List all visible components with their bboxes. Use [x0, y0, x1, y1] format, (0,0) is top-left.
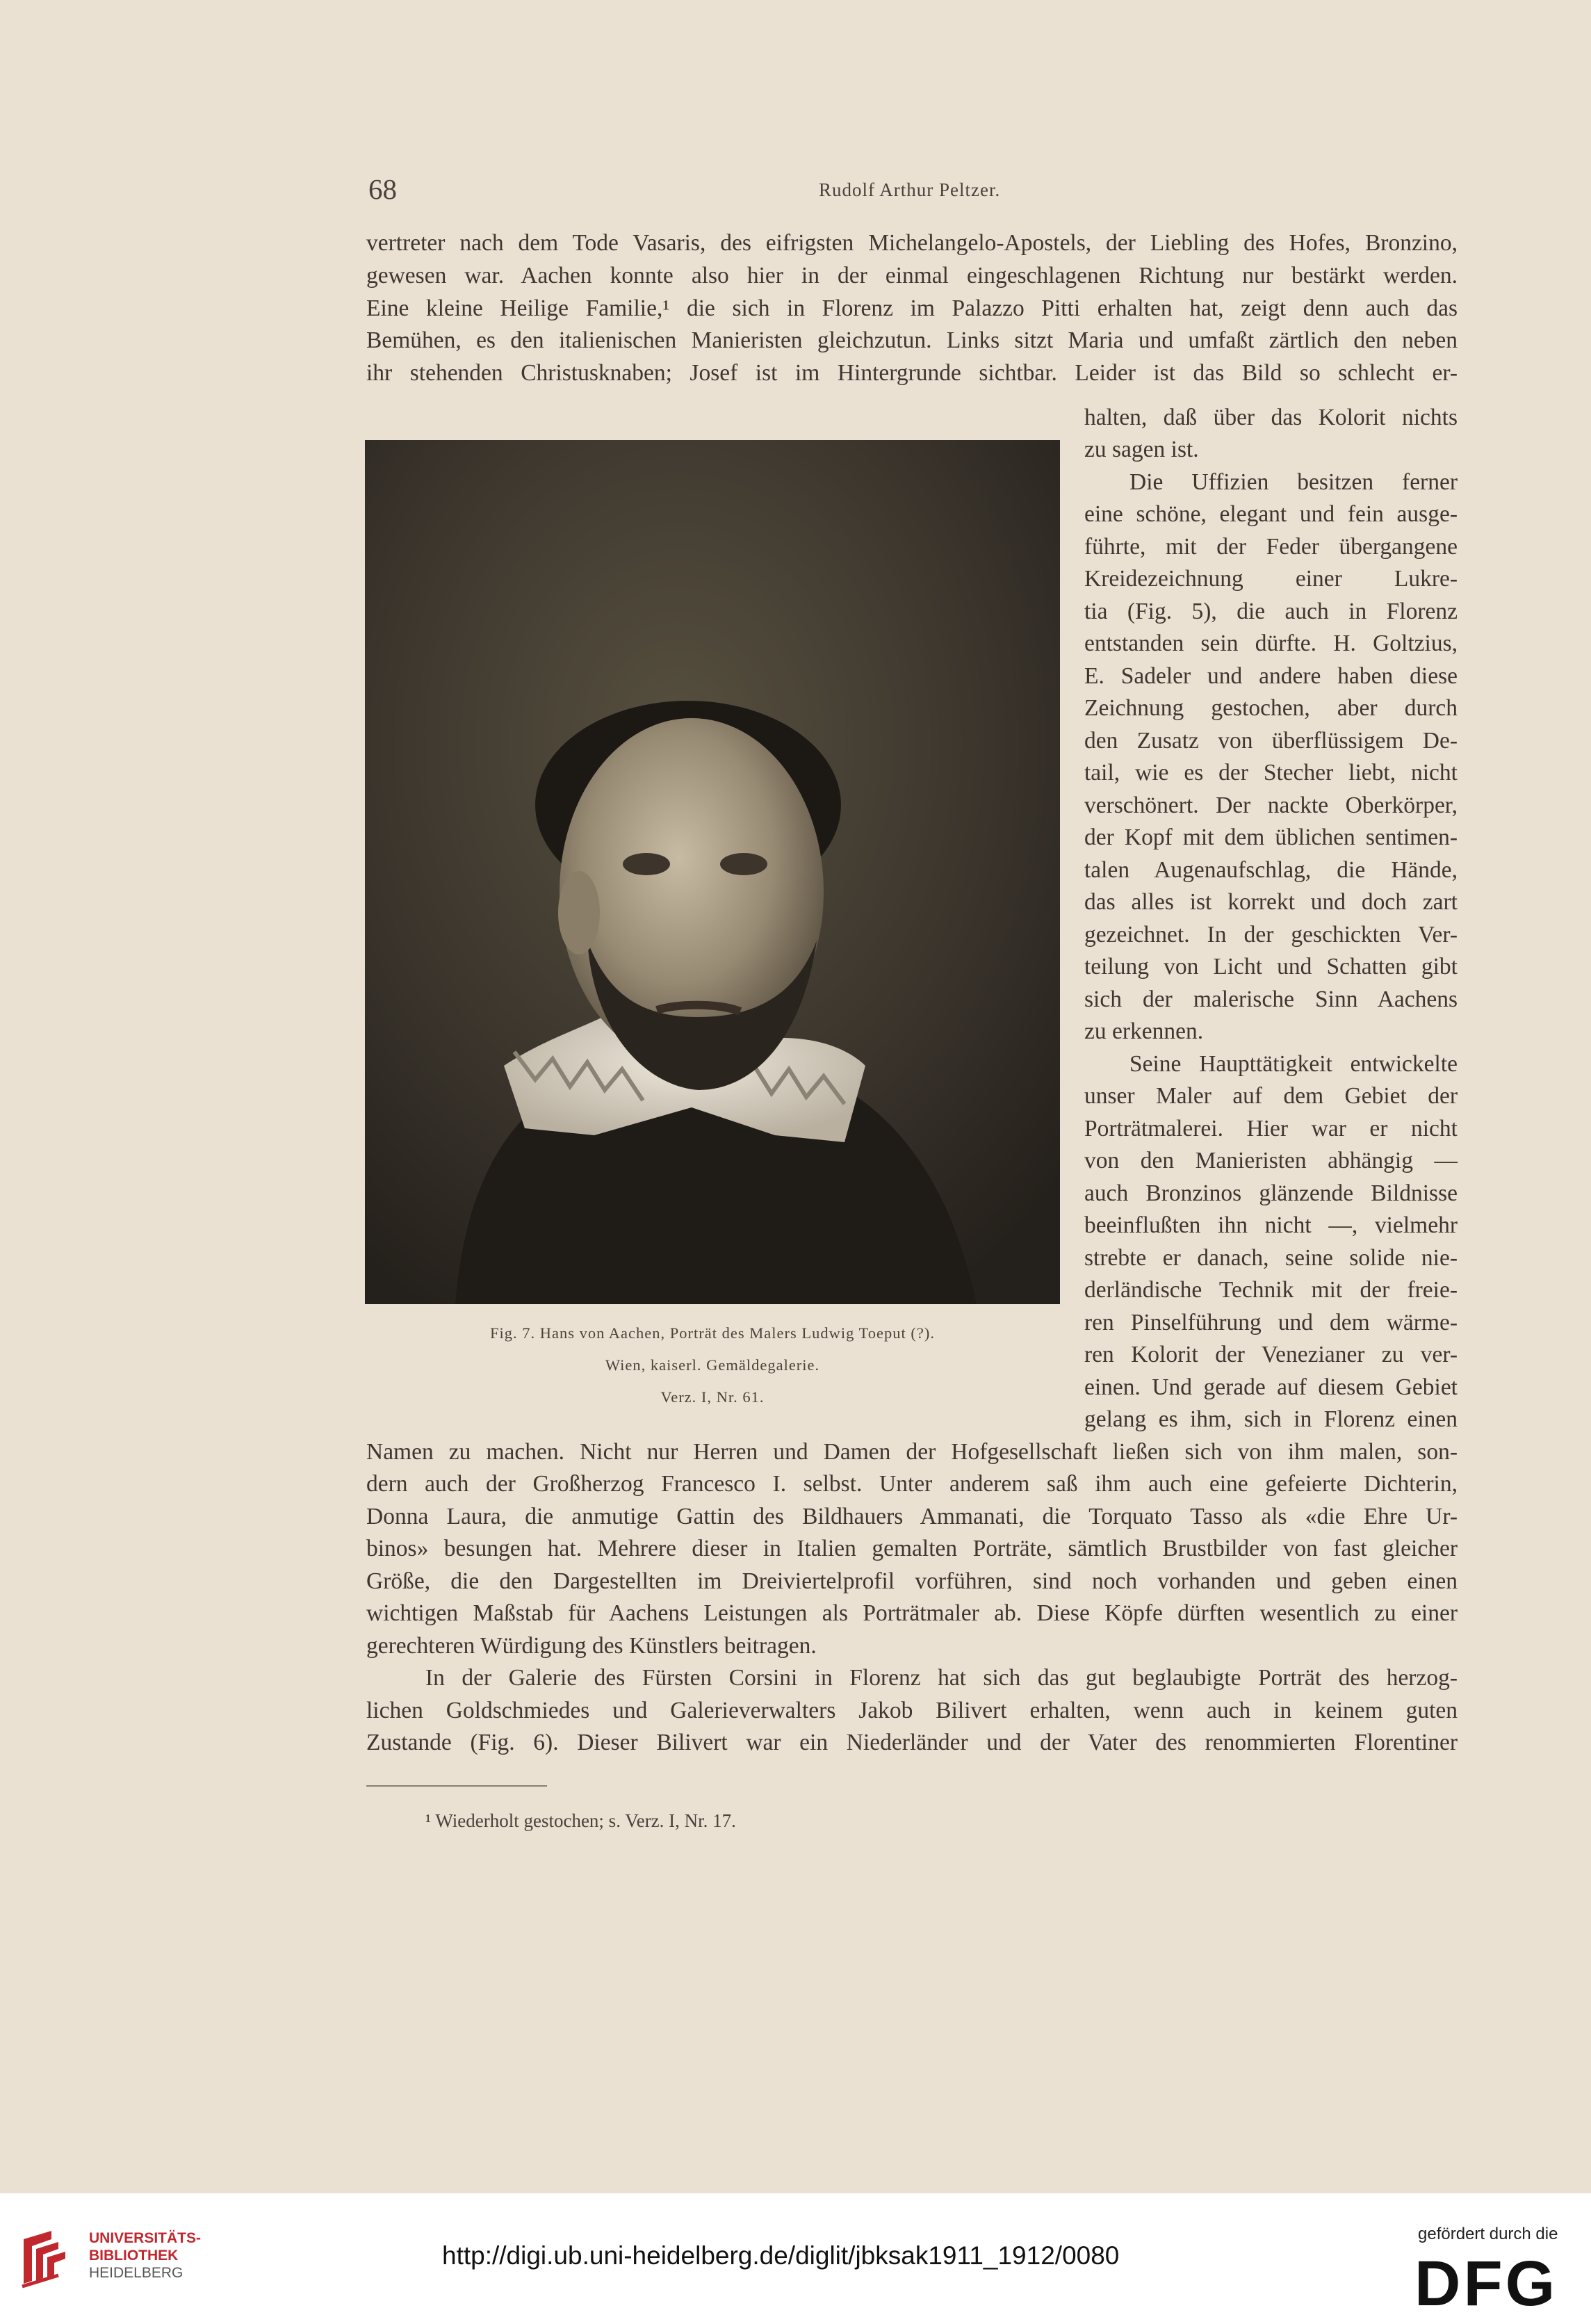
running-header-author: Rudolf Arthur Peltzer. [819, 179, 1001, 200]
text-line: Bemühen, es den italienischen Manieristen gleichzutun. Links sitzt Maria und umfaßt zärtlich den neben [366, 327, 1458, 353]
digitization-footer [0, 2193, 1591, 2324]
text-line: auch Bronzinos glänzende Bildnisse [1084, 1180, 1458, 1206]
library-name-line1: UNIVERSITÄTS- [89, 2230, 202, 2246]
text-line: gezeichnet. In der geschickten Ver- [1084, 922, 1458, 948]
text-line: Seine Haupttätigkeit entwickelte [1129, 1051, 1458, 1077]
library-logo-icon [17, 2225, 83, 2292]
text-line: Kreidezeichnung einer Lukre- [1084, 566, 1458, 592]
text-line: Porträtmalerei. Hier war er nicht [1084, 1116, 1458, 1141]
funding-label: gefördert durch die [1418, 2225, 1558, 2243]
footnote-rule [366, 1785, 547, 1787]
text-line: Zeichnung gestochen, aber durch [1084, 695, 1458, 721]
text-line: ren Kolorit der Venezianer zu ver- [1084, 1342, 1458, 1367]
text-line: das alles ist korrekt und doch zart [1084, 889, 1458, 915]
text-line: einen. Und gerade auf diesem Gebiet [1084, 1374, 1458, 1400]
footnote: ¹ Wiederholt gestochen; s. Verz. I, Nr. 17. [425, 1810, 736, 1831]
text-line: Die Uffizien besitzen ferner [1129, 469, 1458, 495]
text-line: ren Pinselführung und dem wärme- [1084, 1310, 1458, 1335]
text-line: In der Galerie des Fürsten Corsini in Florenz hat sich das gut beglaubigte Porträt des herzog- [425, 1665, 1458, 1691]
text-line: strebte er danach, seine solide nie- [1084, 1245, 1458, 1271]
text-line: von den Manieristen abhängig — [1084, 1148, 1458, 1173]
text-line: beeinflußten ihn nicht —, vielmehr [1084, 1212, 1458, 1238]
text-line: teilung von Licht und Schatten gibt [1084, 954, 1458, 980]
text-line: sich der malerische Sinn Aachens [1084, 986, 1458, 1012]
text-line: entstanden sein dürfte. H. Goltzius, [1084, 631, 1458, 656]
text-line: Zustande (Fig. 6). Dieser Bilivert war ein Niederländer und der Vater des renommierten Florentiner [366, 1730, 1458, 1755]
text-line: halten, daß über das Kolorit nichts [1084, 405, 1458, 430]
text-line: ihr stehenden Christusknaben; Josef ist im Hintergrunde sichtbar. Leider ist das Bild so schlecht er- [366, 360, 1458, 386]
portrait-image [365, 440, 1060, 1304]
text-line: der Kopf mit dem üblichen sentimen- [1084, 824, 1458, 850]
text-line: gerechteren Würdigung des Künstlers beitragen. [366, 1633, 817, 1659]
text-line: Größe, die den Dargestellten im Dreiviertelprofil vorführen, sind noch vorhanden und geben einen [366, 1568, 1458, 1594]
text-line: dern auch der Großherzog Francesco I. selbst. Unter anderem saß ihm auch eine gefeierte Dichterin, [366, 1471, 1458, 1497]
library-name-line3: HEIDELBERG [89, 2265, 183, 2281]
text-line: gelang es ihm, sich in Florenz einen [1084, 1406, 1458, 1432]
text-line: tia (Fig. 5), die auch in Florenz [1084, 599, 1458, 624]
text-line: derländische Technik mit der freie- [1084, 1277, 1458, 1303]
text-line: talen Augenaufschlag, die Hände, [1084, 857, 1458, 883]
figure-caption-location: Wien, kaiserl. Gemäldegalerie. [605, 1356, 820, 1374]
text-line: E. Sadeler und andere haben diese [1084, 663, 1458, 689]
figure-caption-reference: Verz. I, Nr. 61. [660, 1388, 765, 1406]
text-line: lichen Goldschmiedes und Galerieverwalters Jakob Bilivert erhalten, wenn auch in keinem guten [366, 1698, 1458, 1723]
text-line: binos» besungen hat. Mehrere dieser in Italien gemalten Porträte, sämtlich Brustbilder von fast gleicher [366, 1536, 1458, 1561]
page-number: 68 [368, 173, 397, 205]
text-line: führte, mit der Feder übergangene [1084, 534, 1458, 560]
text-line: verschönert. Der nackte Oberkörper, [1084, 793, 1458, 818]
text-line: zu erkennen. [1084, 1018, 1204, 1044]
text-line: vertreter nach dem Tode Vasaris, des eifrigsten Michelangelo-Apostels, der Liebling des Hofes, Bronzino, [366, 230, 1458, 256]
text-line: Donna Laura, die anmutige Gattin des Bildhauers Ammanati, die Torquato Tasso als «die Ehre Ur- [366, 1504, 1458, 1529]
text-line: unser Maler auf dem Gebiet der [1084, 1083, 1458, 1109]
text-line: tail, wie es der Stecher liebt, nicht [1084, 760, 1458, 786]
dfg-logo: DFG [1414, 2248, 1558, 2319]
text-line: Namen zu machen. Nicht nur Herren und Damen der Hofgesellschaft ließen sich von ihm malen, son- [366, 1439, 1458, 1465]
figure-caption: Fig. 7. Hans von Aachen, Porträt des Malers Ludwig Toeput (?). [490, 1324, 935, 1342]
library-name-line2: BIBLIOTHEK [89, 2248, 179, 2264]
text-line: eine schöne, elegant und fein ausge- [1084, 501, 1458, 527]
text-line: wichtigen Maßstab für Aachens Leistungen als Porträtmaler ab. Diese Köpfe dürften wesentlich zu einer [366, 1600, 1458, 1626]
source-url-link[interactable]: http://digi.ub.uni-heidelberg.de/diglit/jbksak1911_1912/0080 [442, 2241, 1120, 2270]
portrait-figure [365, 440, 1060, 1304]
text-line: zu sagen ist. [1084, 437, 1199, 462]
text-line: Eine kleine Heilige Familie,¹ die sich in Florenz im Palazzo Pitti erhalten hat, zeigt denn auch das [366, 295, 1458, 321]
text-line: den Zusatz von überflüssigem De- [1084, 728, 1458, 754]
text-line: gewesen war. Aachen konnte also hier in der einmal eingeschlagenen Richtung nur bestärkt werden. [366, 263, 1458, 289]
